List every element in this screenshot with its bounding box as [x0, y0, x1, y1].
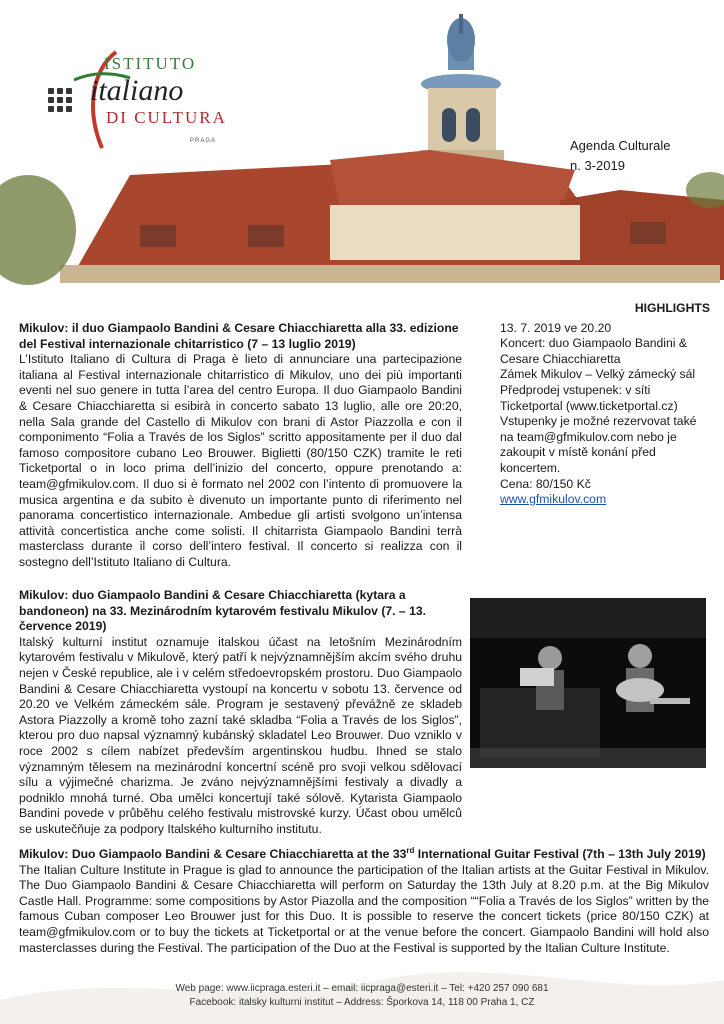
highlights-line: Cena: 80/150 Kč [500, 476, 591, 491]
logo-dots-icon [48, 88, 72, 112]
article-italian-body: L’Istituto Italiano di Cultura di Praga è lieto di annunciare una partecipazione italiana al Festival internazionale chitarristico di Mikulov, uno dei più importanti eventi nel suo genere in tutta l’area del centro Europa. Il duo Giampaolo Bandini & Cesare Chiacchiaretta si esibirà in concerto sabato 13 luglio, alle ore 20:20, nella Sala grande del Castello di Mikulov con brani di Astor Piazzolla e con il componimento “Folia a Través de los Siglos” scritto appositamente per il duo dal famoso compositore cubano Leo Brouwer. Biglietti (80/150 CZK) tramite le reti Ticketportal o in loco prima dell’inizio del concerto, oppure prenotando a: team@gfmikulov.com. Il duo si è formato nel 2002 con l’intento di promuovere la musica argentina e da subito è divenuto un importante punto di riferimento nel panorama concertistico internazionale. Ambedue gli artisti svolgono un’intensa attività concertistica anche come solisti. Il chitarrista Giampaolo Bandini terrà masterclass durante il corso dell’intero festival. Il concerto si realizza con il sostegno dell’Istituto Italiano di Cultura. [19, 352, 462, 569]
logo-line3: DI CULTURA [106, 108, 227, 127]
article-italian-title: Mikulov: il duo Giampaolo Bandini & Cesare Chiacchiaretta alla 33. edizione del Festival internazionale chitarristico (7 – 13 luglio 2019) [19, 321, 459, 351]
article-english-title-pre: Mikulov: Duo Giampaolo Bandini & Cesare Chiacchiaretta at the 33 [19, 847, 407, 862]
festival-website-link[interactable]: www.gfmikulov.com [500, 492, 607, 507]
header-banner [0, 0, 724, 300]
footer-contact: Web page: www.iicpraga.esteri.it – email: iicpraga@esteri.it – Tel: +420 257 090 681 [175, 983, 549, 994]
concert-photo-image [470, 598, 706, 768]
highlights-title: HIGHLIGHTS [634, 301, 710, 315]
agenda-number: n. 3-2019 [570, 158, 625, 173]
logo-line1: ISTITUTO [104, 54, 197, 73]
article-english-body: The Italian Culture Institute in Prague is glad to announce the participation of the Italian artists at the Guitar Festival in Mikulov. The Duo Giampaolo Bandini & Cesare Chiacchiaretta will perform on Saturday the 13th July at 8.20 p.m. at the Big Mikulov Castle Hall. Programme: some compositions by Astor Piazolla and the composition ““Folia a Través de los Siglos” written by the famous Cuban composer Leo Brouwer just for this Duo. It is possible to reserve the concert tickets (price 80/150 CZK) at team@gfmikulov.com or to buy the tickets at Ticketportal or at the venue before the concert. Giampaolo Bandini will hold also masterclasses during the Festival. The participation of the Duo at the Festival is supported by the Italian Culture Institute. [19, 862, 709, 955]
article-italian [19, 321, 462, 571]
article-czech [19, 588, 462, 838]
footer-address: Facebook: italsky kulturni institut – Address: Šporkova 14, 118 00 Praha 1, CZ [189, 997, 535, 1008]
highlights-line: 13. 7. 2019 ve 20.20 [500, 320, 612, 335]
logo-line2: italiano [90, 74, 184, 107]
article-czech-title: Mikulov: duo Giampaolo Bandini & Cesare Chiacchiaretta (kytara a bandoneon) na 33. Mezinárodním kytarovém festivalu Mikulov (7. – 13. července 2019) [19, 588, 427, 634]
highlights-line: Vstupenky je možné rezervovat také na team@gfmikulov.com nebo je zakoupit v místě konání před koncertem. [500, 414, 697, 475]
highlights-box [500, 301, 710, 508]
article-czech-body: Italský kulturní institut oznamuje italskou účast na letošním Mezinárodním kytarovém festivalu v Mikulově, který patří k nejvýznamnějším akcím svého druhu nejen v České republice, ale i v celém středoevropském prostoru. Duo Giampaolo Bandini & Cesare Chiacchiaretta vystoupí na koncertu v sobotu 13. července od 20.20 ve Velkém zámeckém sále. Program je sestavený převážně ze skladeb Astora Piazzolly a kromě toho zazní také skladba “Folia a Través de los Siglos”, kterou pro duo napsal významný kubánský skladatel Leo Brouwer. Duo vzniklo v roce 2002 s cílem nabízet především argentinskou hudbu. Ihned se stalo významným tělesem na mezinárodní koncertní scéně pro svoji velkou sdělovací sílu a výjimečné charizma. Je zváno nejvýznamnějšími festivaly a divadly a podniklo mnohá turné. Oba umělci koncertují také sólově. Kytarista Giampaolo Bandini povede v průběhu celého festivalu mistrovské kurzy. Účast obou umělců se uskutečňuje za podpory Italského kulturního institutu. [19, 634, 462, 836]
highlights-line: Zámek Mikulov – Velký zámecký sál [500, 367, 696, 382]
logo-line4: PRAGA [190, 138, 217, 144]
article-english [19, 843, 709, 956]
concert-photo [470, 598, 706, 768]
highlights-line: Předprodej vstupenek: v síti Ticketportal (www.ticketportal.cz) [500, 382, 678, 413]
agenda-label [570, 136, 670, 176]
article-english-title-sup: rd [406, 846, 415, 855]
highlights-line: Koncert: duo Giampaolo Bandini & Cesare Chiacchiaretta [500, 336, 687, 366]
article-english-title [19, 843, 709, 863]
institute-logo [42, 50, 232, 150]
footer [0, 982, 724, 1010]
agenda-title: Agenda Culturale [570, 138, 671, 153]
article-english-title-post: International Guitar Festival (7th – 13th July 2019) [414, 847, 706, 862]
